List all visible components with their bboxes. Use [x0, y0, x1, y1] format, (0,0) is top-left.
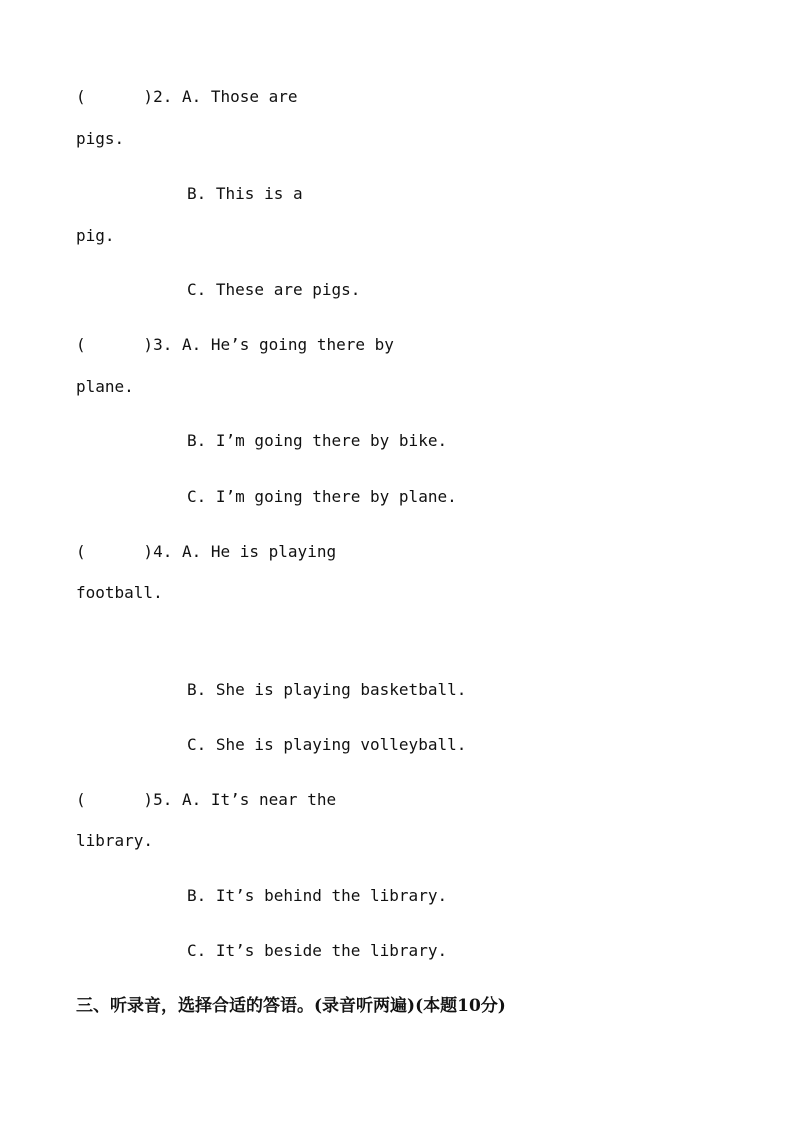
- question-2-option-a: ( )2. A. Those are: [76, 87, 298, 106]
- question-3-option-c: C. I’m going there by plane.: [187, 487, 457, 506]
- question-5-option-a-wrap: library.: [76, 831, 154, 850]
- question-4-option-c: C. She is playing volleyball.: [187, 735, 467, 754]
- question-4-option-b: B. She is playing basketball.: [187, 680, 467, 699]
- question-2-option-c: C. These are pigs.: [187, 280, 361, 299]
- question-3-option-b: B. I’m going there by bike.: [187, 431, 448, 450]
- section-3-heading: 三、听录音，选择合适的答语。(录音听两遍)(本题10分): [76, 996, 506, 1016]
- question-4-option-a: ( )4. A. He is playing: [76, 542, 337, 561]
- question-2-option-b-wrap: pig.: [76, 226, 115, 245]
- question-3-option-a-wrap: plane.: [76, 377, 134, 396]
- question-5-option-b: B. It’s behind the library.: [187, 886, 448, 905]
- question-5-option-c: C. It’s beside the library.: [187, 941, 448, 960]
- question-2-option-a-wrap: pigs.: [76, 129, 125, 148]
- question-4-option-a-wrap: football.: [76, 583, 163, 602]
- question-5-option-a: ( )5. A. It’s near the: [76, 790, 337, 809]
- question-3-option-a: ( )3. A. He’s going there by: [76, 335, 394, 354]
- question-2-option-b: B. This is a: [187, 184, 303, 203]
